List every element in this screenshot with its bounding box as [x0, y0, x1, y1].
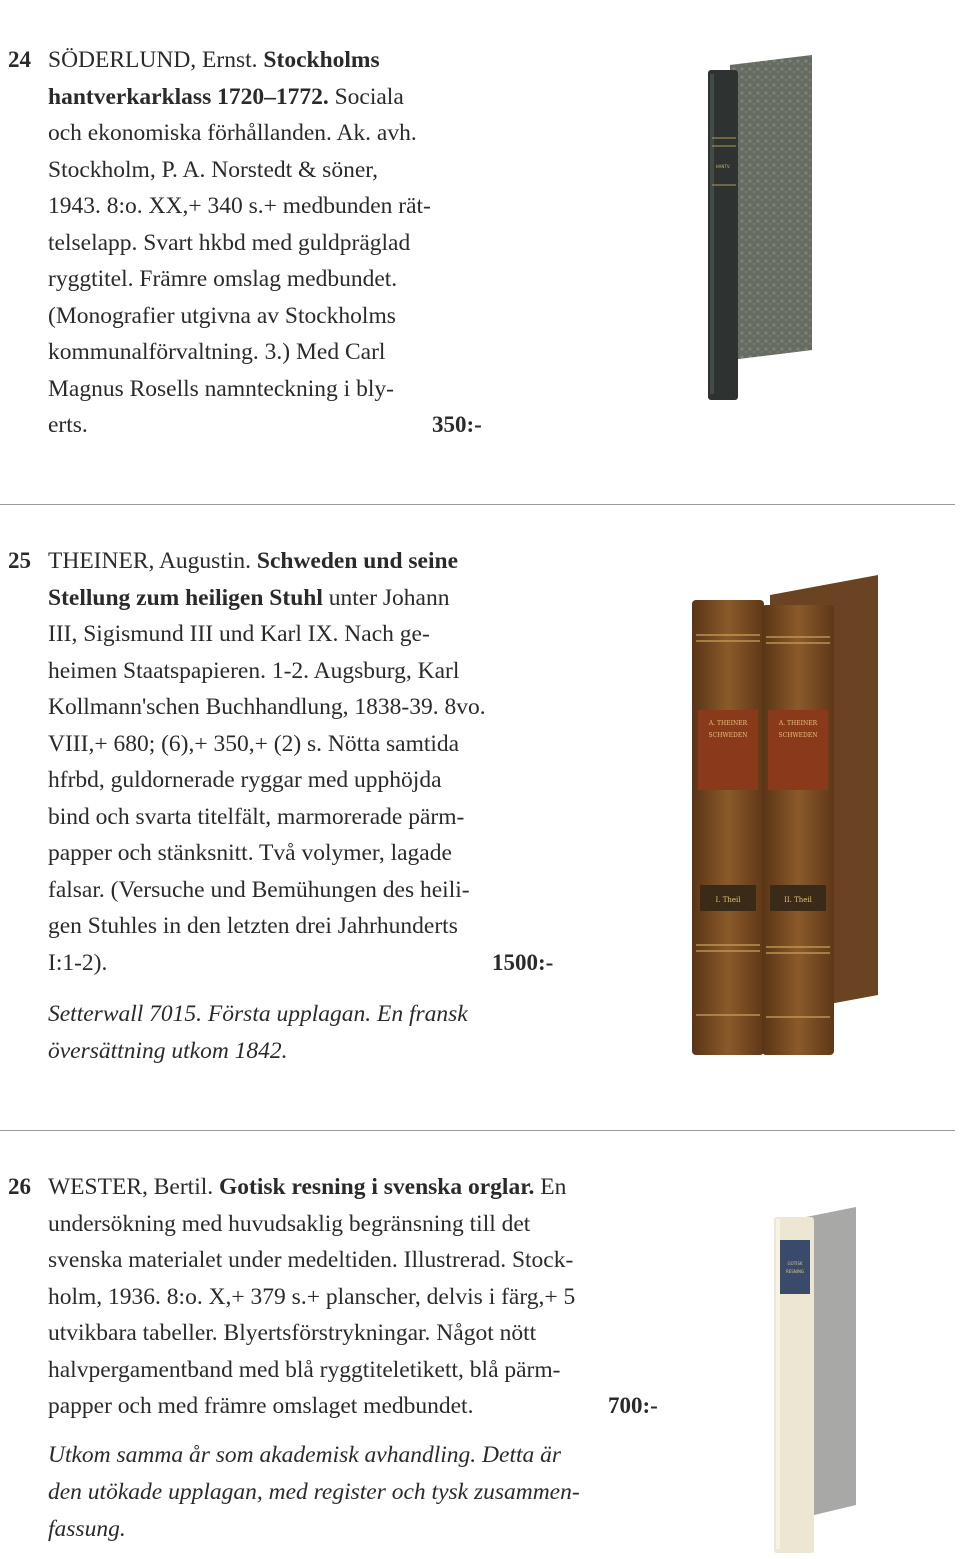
entry-author: SÖDERLUND, Ernst.: [48, 47, 258, 73]
desc-line: Kollmann'schen Buchhandlung, 1838-39. 8vo.: [48, 694, 486, 720]
desc-line: VIII,+ 680; (6),+ 350,+ (2) s. Nötta samtida: [48, 730, 460, 757]
desc-line: utvikbara tabeller. Blyertsförstrykningar. Något nött: [48, 1320, 537, 1346]
entry-title: Schweden und seine: [256, 548, 458, 574]
spine-subtitle: RESNING: [785, 1269, 805, 1274]
desc-line: telselapp. Svart hkbd med guldpräglad: [48, 229, 411, 256]
entry-note: [48, 1437, 580, 1548]
desc-line: svenska materialet under medeltiden. Illustrerad. Stock-: [48, 1247, 574, 1273]
desc-line: gen Stuhles in den letzten drei Jahrhunderts: [48, 913, 458, 939]
entry-description: [48, 1169, 575, 1425]
note-line: den utökade upplagan, med register och tysk zusammen-: [48, 1479, 580, 1505]
entry-number: 26: [8, 1174, 31, 1199]
desc-line: kommunalförvaltning. 3.) Med Carl: [48, 339, 386, 365]
desc-line: ryggtitel. Främre omslag medbundet.: [48, 266, 398, 292]
spine-label-1: A. THEINER: [708, 720, 748, 727]
entry-note: [48, 996, 468, 1070]
desc-line: undersökning med huvudsaklig begränsning till det: [48, 1210, 531, 1237]
divider: [0, 504, 955, 505]
book-photo-25: [690, 575, 885, 1060]
spine-subtitle-1: SCHWEDEN: [708, 732, 748, 739]
entry-desc-tail: Sociala: [334, 83, 404, 110]
entry-title: Gotisk resning i svenska orglar.: [219, 1174, 535, 1200]
spine-title: GOTISK: [787, 1261, 803, 1266]
desc-line-last: erts.: [48, 412, 88, 438]
desc-line: Magnus Rosells namnteckning i bly-: [48, 375, 394, 402]
entry-author: WESTER, Bertil.: [48, 1174, 214, 1200]
volume-label-2: II. Theil: [784, 896, 812, 904]
entry-title: Stockholms: [263, 47, 380, 73]
entry-price: 1500:-: [492, 950, 554, 975]
volume-label-1: I. Theil: [715, 896, 741, 904]
desc-line: bind och svarta titelfält, marmorerade pärm-: [48, 803, 465, 830]
spine-label-2: A. THEINER: [778, 720, 818, 727]
entry-author: THEINER, Augustin.: [48, 548, 252, 574]
desc-line: holm, 1936. 8:o. X,+ 379 s.+ planscher, delvis i färg,+ 5: [48, 1283, 576, 1310]
desc-line: III, Sigismund III und Karl IX. Nach ge-: [48, 621, 430, 647]
book-photo-26: [770, 1205, 860, 1555]
note-line: fassung.: [48, 1516, 126, 1542]
desc-line: 1943. 8:o. XX,+ 340 s.+ medbunden rät-: [48, 193, 431, 219]
desc-line-last: papper och med främre omslaget medbundet.: [48, 1393, 474, 1419]
desc-line: och ekonomiska förhållanden. Ak. avh.: [48, 120, 417, 146]
entry-price: 350:-: [432, 412, 482, 437]
entry-title-cont: hantverkarklass 1720–1772.: [48, 83, 329, 110]
note-line: Setterwall 7015. Första upplagan. En fransk: [48, 1001, 468, 1027]
entry-number: 24: [8, 47, 31, 72]
divider: [0, 1130, 955, 1131]
spine-subtitle-2: SCHWEDEN: [778, 732, 818, 739]
entry-desc-tail: unter Johann: [328, 584, 450, 611]
desc-line: (Monografier utgivna av Stockholms: [48, 302, 396, 329]
desc-line: halvpergamentband med blå ryggtiteletikett, blå pärm-: [48, 1356, 561, 1383]
note-line: översättning utkom 1842.: [48, 1038, 288, 1064]
entry-description: [48, 42, 431, 444]
spine-title: HANTV.: [715, 164, 731, 169]
entry-description: [48, 543, 486, 981]
entry-title-cont: Stellung zum heiligen Stuhl: [48, 584, 323, 611]
desc-line: heimen Staatspapieren. 1-2. Augsburg, Karl: [48, 657, 460, 684]
desc-line: Stockholm, P. A. Norstedt & söner,: [48, 156, 379, 183]
desc-line: hfrbd, guldornerade ryggar med upphöjda: [48, 767, 442, 793]
desc-line: falsar. (Versuche und Bemühungen des heili-: [48, 876, 470, 903]
note-line: Utkom samma år som akademisk avhandling. Detta är: [48, 1442, 562, 1468]
entry-number: 25: [8, 548, 31, 573]
desc-line-last: I:1-2).: [48, 949, 108, 976]
entry-price: 700:-: [608, 1393, 658, 1418]
desc-line: papper och stänksnitt. Två volymer, lagade: [48, 840, 452, 866]
entry-title-tail: En: [540, 1174, 567, 1200]
book-photo-24: [700, 50, 820, 400]
